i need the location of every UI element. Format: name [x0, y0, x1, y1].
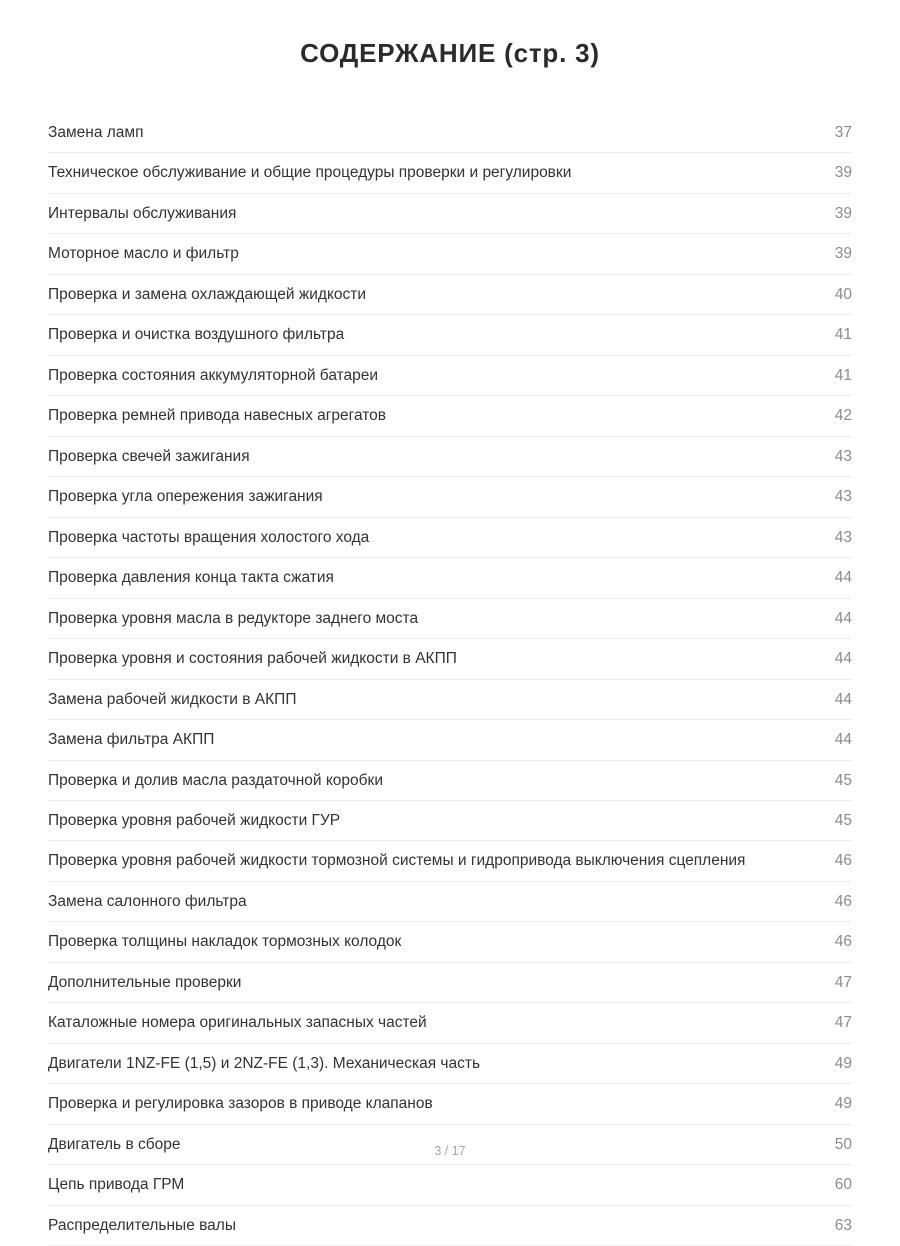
toc-entry-page-number: 37: [834, 124, 852, 141]
toc-entry[interactable]: [48, 801, 852, 841]
toc-entry[interactable]: [48, 1044, 852, 1084]
toc-entry-title: Замена ламп: [48, 124, 144, 141]
toc-entry-title: Проверка уровня и состояния рабочей жидкости в АКПП: [48, 650, 457, 668]
toc-entry[interactable]: [48, 1003, 852, 1043]
toc-entry-page-number: 42: [834, 407, 852, 425]
toc-entry-page-number: 47: [834, 1014, 852, 1032]
toc-entry-title: Проверка угла опережения зажигания: [48, 488, 323, 506]
toc-entry[interactable]: [48, 761, 852, 801]
toc-entry-page-number: 44: [834, 690, 852, 708]
toc-entry-title: Проверка и долив масла раздаточной коробки: [48, 771, 383, 789]
table-of-contents: [48, 113, 852, 1246]
toc-entry-page-number: 46: [834, 852, 852, 870]
toc-entry[interactable]: [48, 922, 852, 962]
toc-entry-title: Цепь привода ГРМ: [48, 1176, 185, 1194]
toc-entry-page-number: 39: [834, 164, 852, 182]
toc-entry-page-number: 50: [834, 1135, 852, 1153]
toc-entry[interactable]: [48, 275, 852, 315]
toc-entry[interactable]: [48, 1084, 852, 1124]
toc-entry-page-number: 45: [834, 811, 852, 829]
toc-entry-page-number: 43: [834, 488, 852, 506]
toc-entry[interactable]: [48, 153, 852, 193]
toc-entry[interactable]: [48, 720, 852, 760]
toc-entry-title: Проверка частоты вращения холостого хода: [48, 528, 370, 546]
toc-entry-page-number: 49: [834, 1054, 852, 1072]
toc-entry[interactable]: [48, 882, 852, 922]
toc-entry-page-number: 63: [834, 1216, 852, 1234]
toc-entry[interactable]: [48, 477, 852, 517]
toc-entry-page-number: 46: [834, 933, 852, 951]
toc-entry-title: Проверка состояния аккумуляторной батареи: [48, 366, 379, 384]
toc-entry[interactable]: [48, 356, 852, 396]
toc-entry-title: Проверка ремней привода навесных агрегатов: [48, 407, 387, 425]
toc-entry-title: Моторное масло и фильтр: [48, 245, 239, 263]
toc-entry-page-number: 44: [834, 569, 852, 587]
toc-entry[interactable]: [48, 234, 852, 274]
toc-entry-page-number: 40: [834, 285, 852, 303]
page-footer: 3 / 17: [434, 1144, 466, 1158]
toc-entry-title: Проверка уровня рабочей жидкости тормозной системы и гидропривода выключения сцепления: [48, 852, 746, 870]
toc-entry-title: Дополнительные проверки: [48, 973, 242, 991]
toc-entry-page-number: 49: [834, 1095, 852, 1113]
toc-entry[interactable]: [48, 396, 852, 436]
toc-entry-title: Проверка свечей зажигания: [48, 447, 250, 465]
toc-entry[interactable]: [48, 841, 852, 881]
toc-entry-title: Замена рабочей жидкости в АКПП: [48, 690, 297, 708]
toc-entry-title: Проверка уровня масла в редукторе заднего моста: [48, 609, 419, 627]
toc-entry-page-number: 41: [834, 366, 852, 384]
toc-entry-page-number: 43: [834, 528, 852, 546]
toc-entry-page-number: 45: [834, 771, 852, 789]
toc-entry[interactable]: [48, 437, 852, 477]
toc-entry-page-number: 39: [834, 245, 852, 263]
toc-entry[interactable]: [48, 558, 852, 598]
toc-entry-page-number: 43: [834, 447, 852, 465]
toc-entry[interactable]: [48, 315, 852, 355]
toc-entry[interactable]: [48, 963, 852, 1003]
toc-entry-title: Проверка и замена охлаждающей жидкости: [48, 285, 367, 303]
toc-entry-page-number: 60: [834, 1176, 852, 1194]
toc-entry-title: Двигатели 1NZ-FE (1,5) и 2NZ-FE (1,3). Механическая часть: [48, 1054, 481, 1072]
toc-entry-title: Проверка давления конца такта сжатия: [48, 569, 334, 587]
toc-entry[interactable]: [48, 194, 852, 234]
toc-entry[interactable]: [48, 599, 852, 639]
toc-entry-page-number: 41: [834, 326, 852, 344]
toc-entry[interactable]: [48, 639, 852, 679]
toc-entry-page-number: 44: [834, 609, 852, 627]
toc-entry-page-number: 44: [834, 731, 852, 749]
toc-entry[interactable]: [48, 113, 852, 153]
toc-entry[interactable]: [48, 680, 852, 720]
toc-entry-title: Двигатель в сборе: [48, 1135, 181, 1153]
toc-entry-title: Проверка толщины накладок тормозных колодок: [48, 933, 402, 951]
toc-entry-title: Проверка уровня рабочей жидкости ГУР: [48, 811, 341, 829]
page-title: СОДЕРЖАНИЕ (стр. 3): [300, 38, 600, 68]
toc-entry-title: Замена фильтра АКПП: [48, 731, 215, 749]
toc-entry-page-number: 46: [834, 892, 852, 910]
toc-entry-page-number: 47: [834, 973, 852, 991]
toc-entry-page-number: 44: [834, 650, 852, 668]
toc-entry-title: Распределительные валы: [48, 1216, 236, 1234]
toc-entry-title: Техническое обслуживание и общие процедуры проверки и регулировки: [48, 164, 572, 182]
toc-entry-title: Интервалы обслуживания: [48, 204, 237, 222]
toc-entry-page-number: 39: [834, 204, 852, 222]
toc-entry[interactable]: [48, 1206, 852, 1246]
toc-entry[interactable]: [48, 518, 852, 558]
toc-entry-title: Замена салонного фильтра: [48, 892, 247, 910]
toc-entry-title: Каталожные номера оригинальных запасных частей: [48, 1014, 427, 1032]
toc-entry-title: Проверка и регулировка зазоров в приводе клапанов: [48, 1095, 433, 1113]
toc-entry-title: Проверка и очистка воздушного фильтра: [48, 326, 345, 344]
